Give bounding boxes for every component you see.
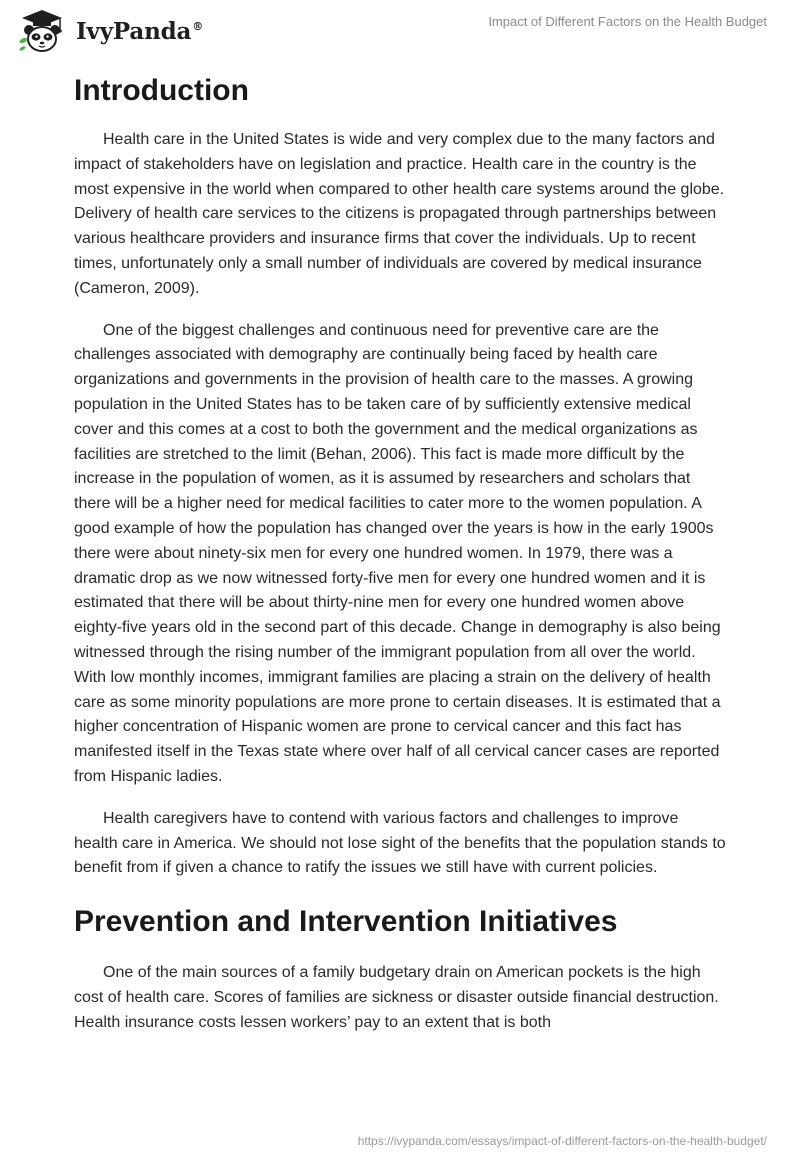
paragraph: Health caregivers have to contend with various factors and challenges to improve health care in America. We should not lose sight of the benefits that the population stands to benefit from if given a chance to ratify the issues we still have with current policies.	[74, 809, 726, 877]
brand-name: IvyPanda®	[76, 17, 203, 45]
section-heading-introduction: Introduction	[74, 74, 249, 107]
page-header	[0, 0, 800, 60]
paragraph: Health care in the United States is wide and very complex due to the many factors and impact of stakeholders have on legislation and practice. Health care in the country is the most expensive in the world when compared to other health care systems around the globe. Delivery of health care services to the citizens is propagated through partnerships between various healthcare providers and insurance firms that cover the individuals. Up to recent times, unfortunately only a small number of individuals are covered by medical insurance (Cameron, 2009).	[74, 131, 725, 297]
section-heading-prevention: Prevention and Intervention Initiatives	[74, 905, 618, 939]
document-title: Impact of Different Factors on the Health Budget	[488, 14, 767, 29]
source-url[interactable]: https://ivypanda.com/essays/impact-of-different-factors-on-the-health-budget/	[357, 1134, 767, 1148]
panda-graduate-icon	[16, 8, 68, 54]
brand-logo[interactable]	[16, 8, 203, 54]
article-body	[74, 70, 726, 1053]
paragraph: One of the main sources of a family budgetary drain on American pockets is the high cost of health care. Scores of families are sickness or disaster outside financial destruction. Health insurance costs lessen workers’ pay to an extent that is both	[74, 964, 719, 1031]
paragraph: One of the biggest challenges and continuous need for preventive care are the challenges associated with demography are continually being faced by health care organizations and governments in the provision of health care to the masses. A growing population in the United States has to be taken care of by sufficiently extensive medical cover and this comes at a cost to both the government and the medical organizations as facilities are stretched to the limit (Behan, 2006). This fact is made more difficult by the increase in the population of women, as it is assumed by researchers and scholars that there will be a higher need for medical facilities to cater more to the women population. A good example of how the population has changed over the years is how in the early 1900s there were about ninety-six men for every one hundred women. In 1979, there was a dramatic drop as we now witnessed forty-five men for every one hundred women and it is estimated that there will be about thirty-nine men for every one hundred women above eighty-five years old in the second part of this decade. Change in demography is also being witnessed through the rising number of the immigrant population from all over the world. With low monthly incomes, immigrant families are placing a strain on the delivery of health care as some minority populations are more prone to certain diseases. It is estimated that a higher concentration of Hispanic women are prone to cervical cancer and this fact has manifested itself in the Texas state where over half of all cervical cancer cases are reported from Hispanic ladies.	[74, 321, 721, 785]
